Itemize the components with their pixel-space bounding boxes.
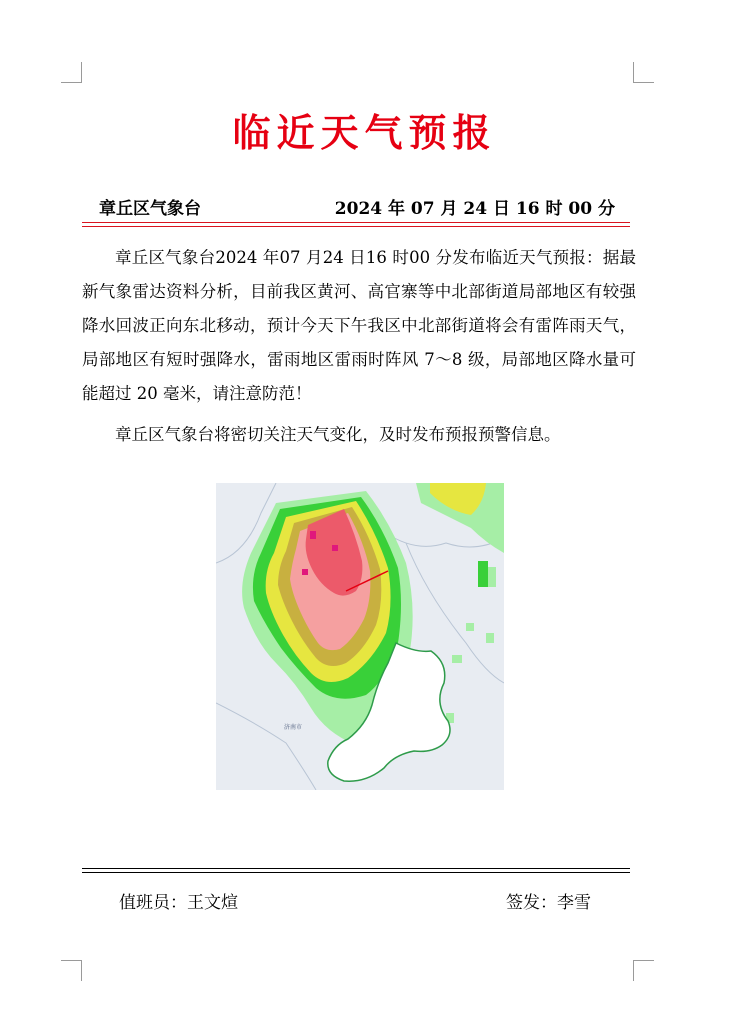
crop-mark-bottom-right: [633, 960, 654, 981]
issued-time: 2024 年 07 月 24 日 16 时 00 分: [334, 199, 615, 219]
document-title: 临近天气预报: [232, 111, 497, 155]
issuer-name: 章丘区气象台: [99, 199, 201, 219]
radar-echo: [478, 561, 488, 587]
city-label: 济南市: [284, 724, 303, 731]
radar-echo-core: [332, 545, 338, 551]
footer-rule-bottom: [82, 872, 630, 873]
crop-mark-top-left: [61, 62, 82, 83]
radar-echo: [466, 623, 474, 631]
crop-mark-top-right: [633, 62, 654, 83]
footer-rule-top: [82, 868, 630, 869]
radar-echo-core: [310, 531, 316, 539]
radar-echo: [486, 633, 494, 643]
header-rule-bottom: [82, 226, 630, 227]
crop-mark-bottom-left: [61, 960, 82, 981]
followup-paragraph: 章丘区气象台将密切关注天气变化，及时发布预报预警信息。: [115, 425, 561, 444]
signed-by: 签发：李雪: [506, 893, 591, 913]
header-rule-top: [82, 222, 630, 223]
forecast-paragraph: 章丘区气象台2024 年07 月24 日16 时00 分发布临近天气预报：据最新气象雷达资料分析，目前我区黄河、高官寨等中北部街道局部地区有较强降水回波正向东北移动，预计今天下午我区中北部街道将会有雷阵雨天气，局部地区有短时强降水，雷雨地区雷雨时阵风 7～8 级，局部地区降水量可能超过 20 毫米，请注意防范！: [82, 248, 636, 403]
radar-echo-core: [302, 569, 308, 575]
radar-echo: [452, 655, 462, 663]
radar-echo: [488, 567, 496, 587]
duty-staff: 值班员：王文煊: [119, 893, 238, 913]
radar-map: [216, 483, 504, 790]
